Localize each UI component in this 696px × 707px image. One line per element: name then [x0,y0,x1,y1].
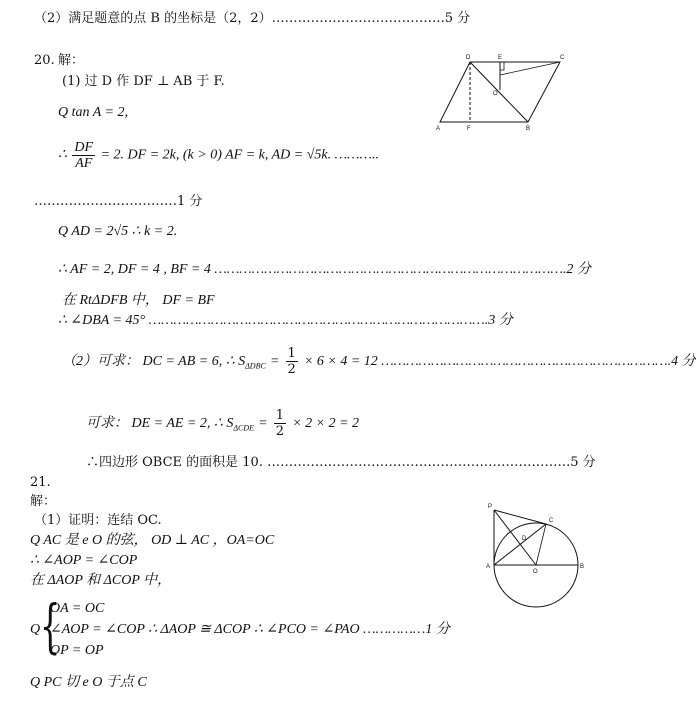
fraction-df-af [72,140,95,171]
fig1-label-c: C [560,55,565,61]
step-k-values: = 2. DF = 2k, (k > 0) AF = k, AD = √5k. ……….. [100,147,379,163]
proof-connect-oc: （1）证明：连结 OC. [34,513,162,528]
fig2-label-a: A [486,564,491,570]
area-cde-subscript: ΔCDE [233,423,255,433]
fig2-label-d: D [522,536,527,542]
fig1-label-o: O [493,91,498,97]
fraction-denominator: AF [75,156,93,171]
step-ad-value: Q AD = 2√5 ∴ k = 2. [58,224,178,239]
fraction-numerator: 1 [275,408,285,423]
system-lead-symbol: Q [30,622,41,637]
proof-tangent-statement: Q PC 切 e O 于点 C [30,675,147,690]
step-angle-dba: ∴ ∠DBA = 45° ……………………………………………………………………….3 分 [58,313,513,328]
answer-line-b-coordinates: （2）满足题意的点 B 的坐标是（2，2）………………………………….5 分 [34,11,471,26]
equals-sign: = [269,354,280,369]
fig1-label-e: E [498,55,503,61]
equals-sign: = [258,416,268,431]
step-fraction-line [58,140,379,171]
step-right-triangle: 在 RtΔDFB 中， DF = BF [62,293,215,308]
step-area-cde [86,408,359,439]
fraction-numerator: DF [74,140,94,155]
fig2-label-c: C [549,518,554,524]
fig2-label-p: P [488,504,493,510]
score-line-1: ……………………………1 分 [34,194,203,209]
fraction-denominator: 2 [275,424,285,439]
fig1-label-a: A [436,126,441,132]
question-number-20: 20. [34,53,55,68]
fig1-label-b: B [526,126,531,132]
system-line-3: OP = OP [50,643,104,658]
solution-label-20: 解： [58,53,85,68]
fraction-one-half [286,346,298,377]
fig2-label-o: O [533,569,538,575]
area-dbc-result: × 6 × 4 = 12 …………………………………………………………….4 分 [303,354,696,369]
conclusion-quadrilateral-area: ∴四边形 OBCE 的面积是 10. …………………………………………………………….5 分 [86,455,596,470]
step-area-dbc [62,346,696,377]
circle-tangent-figure [478,500,586,610]
area-cde-text: 可求： DE = AE = 2, ∴ S [86,416,234,431]
fraction-one-half [274,408,286,439]
fig1-label-f: F [467,126,471,132]
area-dbc-subscript: ΔDBC [245,361,266,371]
system-line-1: OA = OC [50,601,105,616]
step-tan-a: Q tan A = 2, [58,105,128,120]
area-cde-result: × 2 × 2 = 2 [292,416,360,431]
fraction-denominator: 2 [287,362,296,377]
question-number-21: 21. [30,475,51,490]
therefore-symbol: ∴ [58,147,67,163]
solution-label-21: 解： [30,494,57,509]
system-line-2: ∠AOP = ∠COP ∴ ΔAOP ≅ ΔCOP ∴ ∠PCO = ∠PAO ……………1 分 [50,622,450,637]
proof-triangle-intro: 在 ΔAOP 和 ΔCOP 中， [30,573,172,588]
proof-chord-statement: Q AC 是 e O 的弦， OD ⊥ AC ，OA=OC [30,533,275,548]
step-draw-perpendicular: (1) 过 D 作 DF ⊥ AB 于 F. [62,74,225,89]
left-brace-icon: { [40,592,61,660]
fig2-label-b: B [580,564,585,570]
fig1-label-d: D [466,55,471,61]
proof-angle-equality: ∴ ∠AOP = ∠COP [30,553,138,568]
area-dbc-text: （2）可求： DC = AB = 6, ∴ S [62,354,246,369]
step-af-df-bf: ∴ AF = 2, DF = 4 , BF = 4 ………………………………………………………………………….2 分 [58,262,591,277]
parallelogram-figure [432,50,572,132]
fraction-numerator: 1 [287,346,296,361]
